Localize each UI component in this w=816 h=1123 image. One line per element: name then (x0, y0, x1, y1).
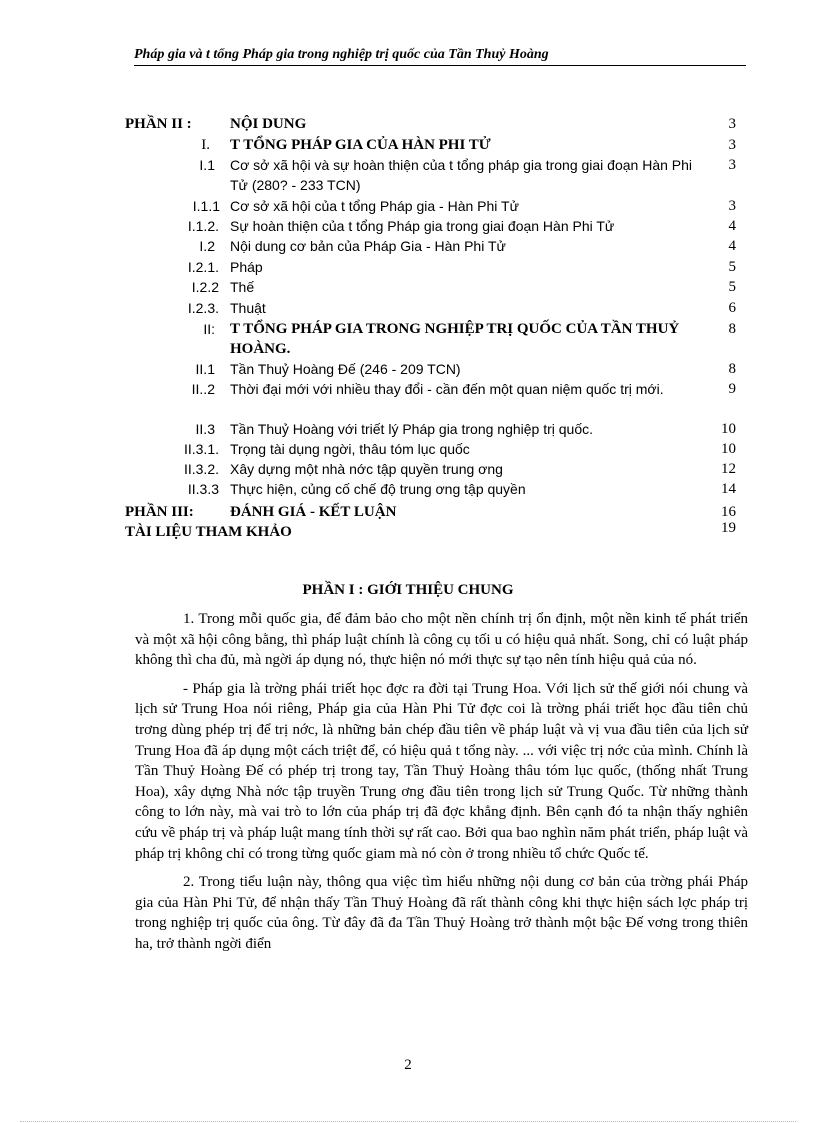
toc-page: 12 (721, 461, 736, 477)
toc-title: Pháp (230, 259, 263, 275)
toc-title: Thời đại mới với nhiều thay đổi - cần đến một quan niệm quốc trị mới. (230, 381, 664, 397)
toc-number: I.2.2 (191, 279, 219, 295)
toc-page: 19 (721, 520, 736, 536)
toc-page: 3 (728, 137, 736, 153)
toc-title: Nội dung cơ bản của Pháp Gia - Hàn Phi Tử (230, 238, 506, 254)
toc-number: II.3.2. (183, 461, 219, 477)
toc-number: II.1 (195, 361, 215, 377)
toc-number: I. (201, 137, 210, 153)
toc-title: Cơ sở xã hội của t tổng Pháp gia - Hàn Phi Tử (230, 198, 519, 214)
toc-page: 8 (728, 321, 736, 337)
toc-number: II.3 (195, 421, 215, 437)
toc-title: T TỔNG PHÁP GIA CỦA HÀN PHI TỬ (230, 137, 491, 153)
paragraph: - Pháp gia là trờng phái triết học đợc ra đời tại Trung Hoa. Với lịch sử thế giới nói chung và lịch sử Trung Hoa nói riêng, Pháp gia của Hàn Phi Tử đợc coi là trờng phái triết học đầu tiên chủ trơng dùng phép trị để trị nớc, là những bản chép đầu tiên về pháp luật và vị vua đầu tiên của lịch sử Trung Hoa đã áp dụng một cách triệt để, có hiệu quả t tổng này. ... với việc trị nớc của mình. Chính là Tần Thuỷ Hoàng Đế có phép trị trong tay, Tần Thuỷ Hoàng thâu tóm lục quốc, (thống nhất Trung Hoa), xây dựng Nhà nớc tập truyền Trung ơng đầu tiên trong lịch sử Trung Quốc. Từ những thành công to lớn này, mà vai trò to lớn của pháp trị đã đợc khẳng định. Bên cạnh đó ta nhận thấy nghiên cứu về pháp trị và pháp luật mang tính thời sự rất cao. Bởi qua bao nghìn năm phát triển, pháp luật và pháp trị không chỉ có trong từng quốc giam mà nó còn ở trong nhiều tổ chức Quốc tế. (135, 680, 748, 862)
toc-number: I.1.1 (192, 198, 220, 214)
toc-number: I.2.3. (187, 300, 219, 316)
body-text (135, 609, 748, 963)
paragraph: 1. Trong mỗi quốc gia, để đảm bảo cho một nền chính trị ổn định, một nền kinh tế phát triển và một xã hội công bằng, thì pháp luật chính là công cụ tối u có hiệu quả nhất. Song, chỉ có luật pháp không thì cha đủ, mà ngời áp dụng nó, thực hiện nó mới thực sự tạo nên tính hiệu quả của nó. (135, 611, 748, 669)
toc-number: II.3.3 (187, 481, 219, 497)
toc-number: II.3.1. (183, 441, 219, 457)
toc-title: Thuật (230, 300, 266, 316)
section-title: PHẦN I : GIỚI THIỆU CHUNG (302, 582, 514, 598)
toc-title: Xây dựng một nhà nớc tập quyền trung ơng (230, 461, 503, 477)
toc-number: PHẦN II : (125, 116, 192, 132)
toc-title: Thế (230, 279, 255, 295)
toc-title: T TỔNG PHÁP GIA TRONG NGHIỆP TRỊ QUỐC CỦA TẦN THUỶ HOÀNG. (230, 321, 680, 357)
toc-title: NỘI DUNG (230, 116, 307, 132)
toc-page: 16 (721, 504, 736, 520)
toc-page: 10 (721, 421, 736, 437)
toc-title: Cơ sở xã hội và sự hoàn thiện của t tổng pháp gia trong giai đoạn Hàn Phi Tử (280? - 233 TCN) (230, 157, 693, 193)
toc-number: I.1 (199, 157, 215, 173)
toc-title: Tần Thuỷ Hoàng với triết lý Pháp gia trong nghiệp trị quốc. (230, 421, 594, 437)
toc-number: I.2 (199, 238, 215, 254)
page-number: 2 (404, 1057, 412, 1073)
toc-title: ĐÁNH GIÁ - KẾT LUẬN (230, 504, 397, 520)
toc-number: II..2 (191, 381, 215, 397)
running-header: Pháp gia và t tổng Pháp gia trong nghiệp trị quốc của Tần Thuỷ Hoàng (134, 47, 746, 66)
toc-title: Tần Thuỷ Hoàng Đế (246 - 209 TCN) (230, 361, 461, 377)
toc-title: Thực hiện, củng cố chế độ trung ơng tập quyền (230, 481, 526, 497)
toc-number: TÀI LIỆU THAM KHẢO (125, 524, 292, 540)
toc-page: 3 (728, 198, 736, 214)
toc-page: 14 (721, 481, 736, 497)
toc-title: Sự hoàn thiện của t tổng Pháp gia trong giai đoạn Hàn Phi Tử (230, 218, 615, 234)
toc-title: Trọng tài dụng ngời, thâu tóm lục quốc (230, 441, 470, 457)
toc-number: I.2.1. (187, 259, 219, 275)
toc-page: 6 (728, 300, 736, 316)
toc-number: I.1.2. (187, 218, 219, 234)
toc-page: 4 (728, 218, 736, 234)
toc-number: PHẦN III: (125, 504, 194, 520)
toc-number: II: (203, 321, 215, 337)
toc-page: 3 (728, 157, 736, 173)
paragraph: 2. Trong tiểu luận này, thông qua việc tìm hiểu những nội dung cơ bản của trờng phái Pháp gia của Hàn Phi Tử, để nhận thấy Tần Thuỷ Hoàng đã rất thành công khi thực hiện sách lợc pháp trị trong nghiệp trị quốc của ông. Từ đây đã đa Tần Thuỷ Hoàng trở thành một bậc Đế vơng trong thiên ha, trở thành ngời điển (135, 874, 748, 952)
toc-page: 10 (721, 441, 736, 457)
toc-page: 5 (728, 259, 736, 275)
toc-page: 3 (728, 116, 736, 132)
toc-page: 9 (728, 381, 736, 397)
toc-page: 4 (728, 238, 736, 254)
toc-page: 5 (728, 279, 736, 295)
toc-page: 8 (728, 361, 736, 377)
